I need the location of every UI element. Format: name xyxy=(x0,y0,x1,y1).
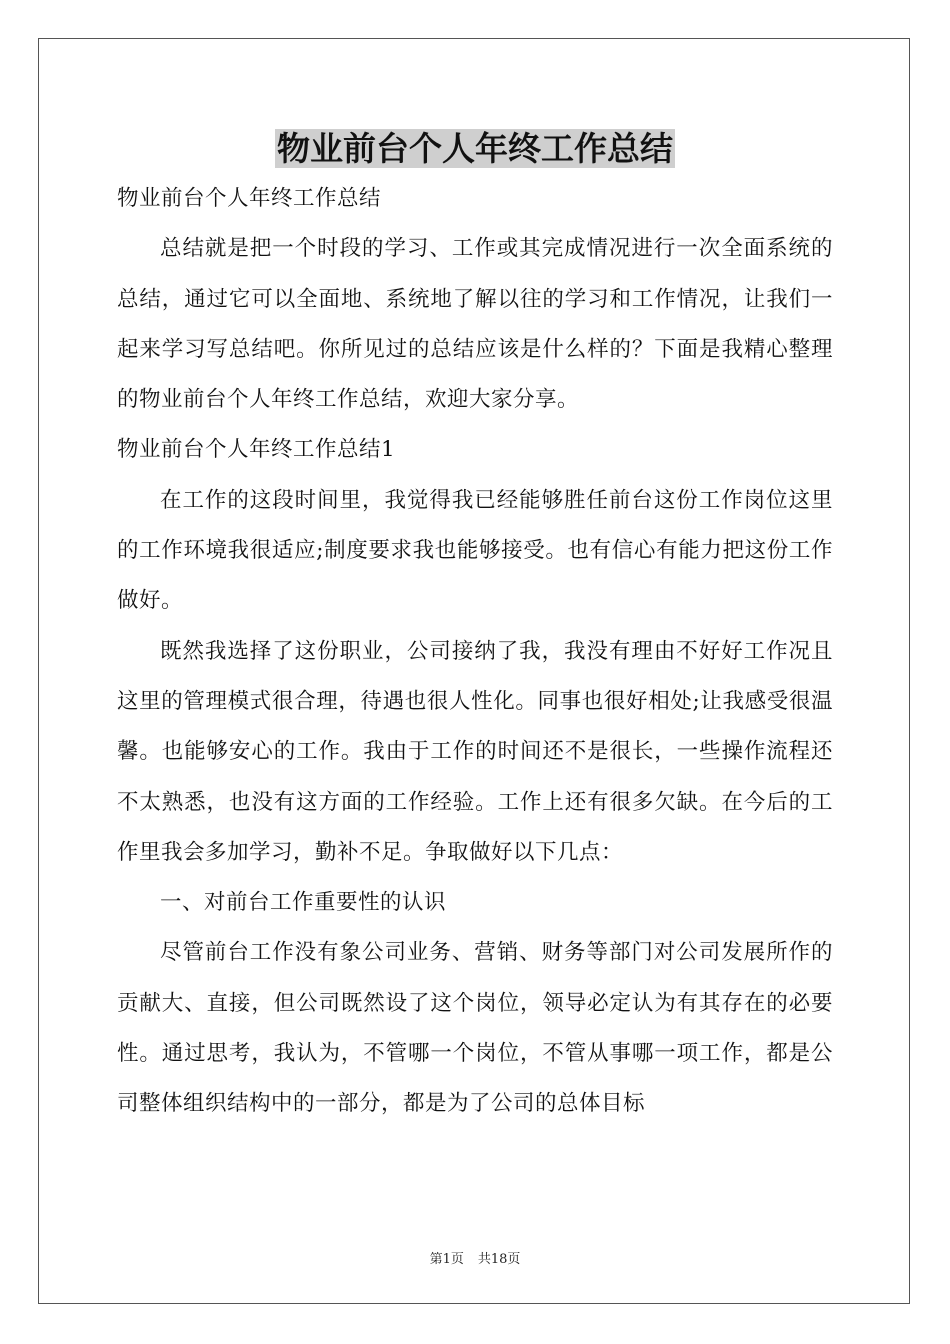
page-total: 共18页 xyxy=(477,1252,521,1267)
page-number: 第1页 xyxy=(429,1252,464,1267)
document-title-text: 物业前台个人年终工作总结 xyxy=(277,129,673,168)
document-body xyxy=(117,174,833,1130)
paragraph: 尽管前台工作没有象公司业务、营销、财务等部门对公司发展所作的贡献大、直接，但公司既然设了这个岗位，领导必定认为有其存在的必要性。通过思考，我认为，不管哪一个岗位，不管从事哪一项工作，都是公司整体组织结构中的一部分，都是为了公司的总体目标 xyxy=(117,940,833,1117)
paragraph: 既然我选择了这份职业，公司接纳了我，我没有理由不好好工作况且这里的管理模式很合理，待遇也很人性化。同事也很好相处;让我感受很温馨。也能够安心的工作。我由于工作的时间还不是很长，一些操作流程还不太熟悉，也没有这方面的工作经验。工作上还有很多欠缺。在今后的工作里我会多加学习，勤补不足。争取做好以下几点： xyxy=(117,638,833,865)
paragraph: 物业前台个人年终工作总结1 xyxy=(117,437,396,463)
page-footer xyxy=(0,1251,950,1269)
paragraph: 物业前台个人年终工作总结 xyxy=(117,186,382,211)
paragraph: 总结就是把一个时段的学习、工作或其完成情况进行一次全面系统的总结，通过它可以全面地、系统地了解以往的学习和工作情况，让我们一起来学习写总结吧。你所见过的总结应该是什么样的？下面是我精心整理的物业前台个人年终工作总结，欢迎大家分享。 xyxy=(117,236,833,413)
paragraph: 在工作的这段时间里，我觉得我已经能够胜任前台这份工作岗位这里的工作环境我很适应;制度要求我也能够接受。也有信心有能力把这份工作做好。 xyxy=(117,487,833,614)
document-title xyxy=(0,126,950,172)
section-heading: 一、对前台工作重要性的认识 xyxy=(160,890,447,916)
